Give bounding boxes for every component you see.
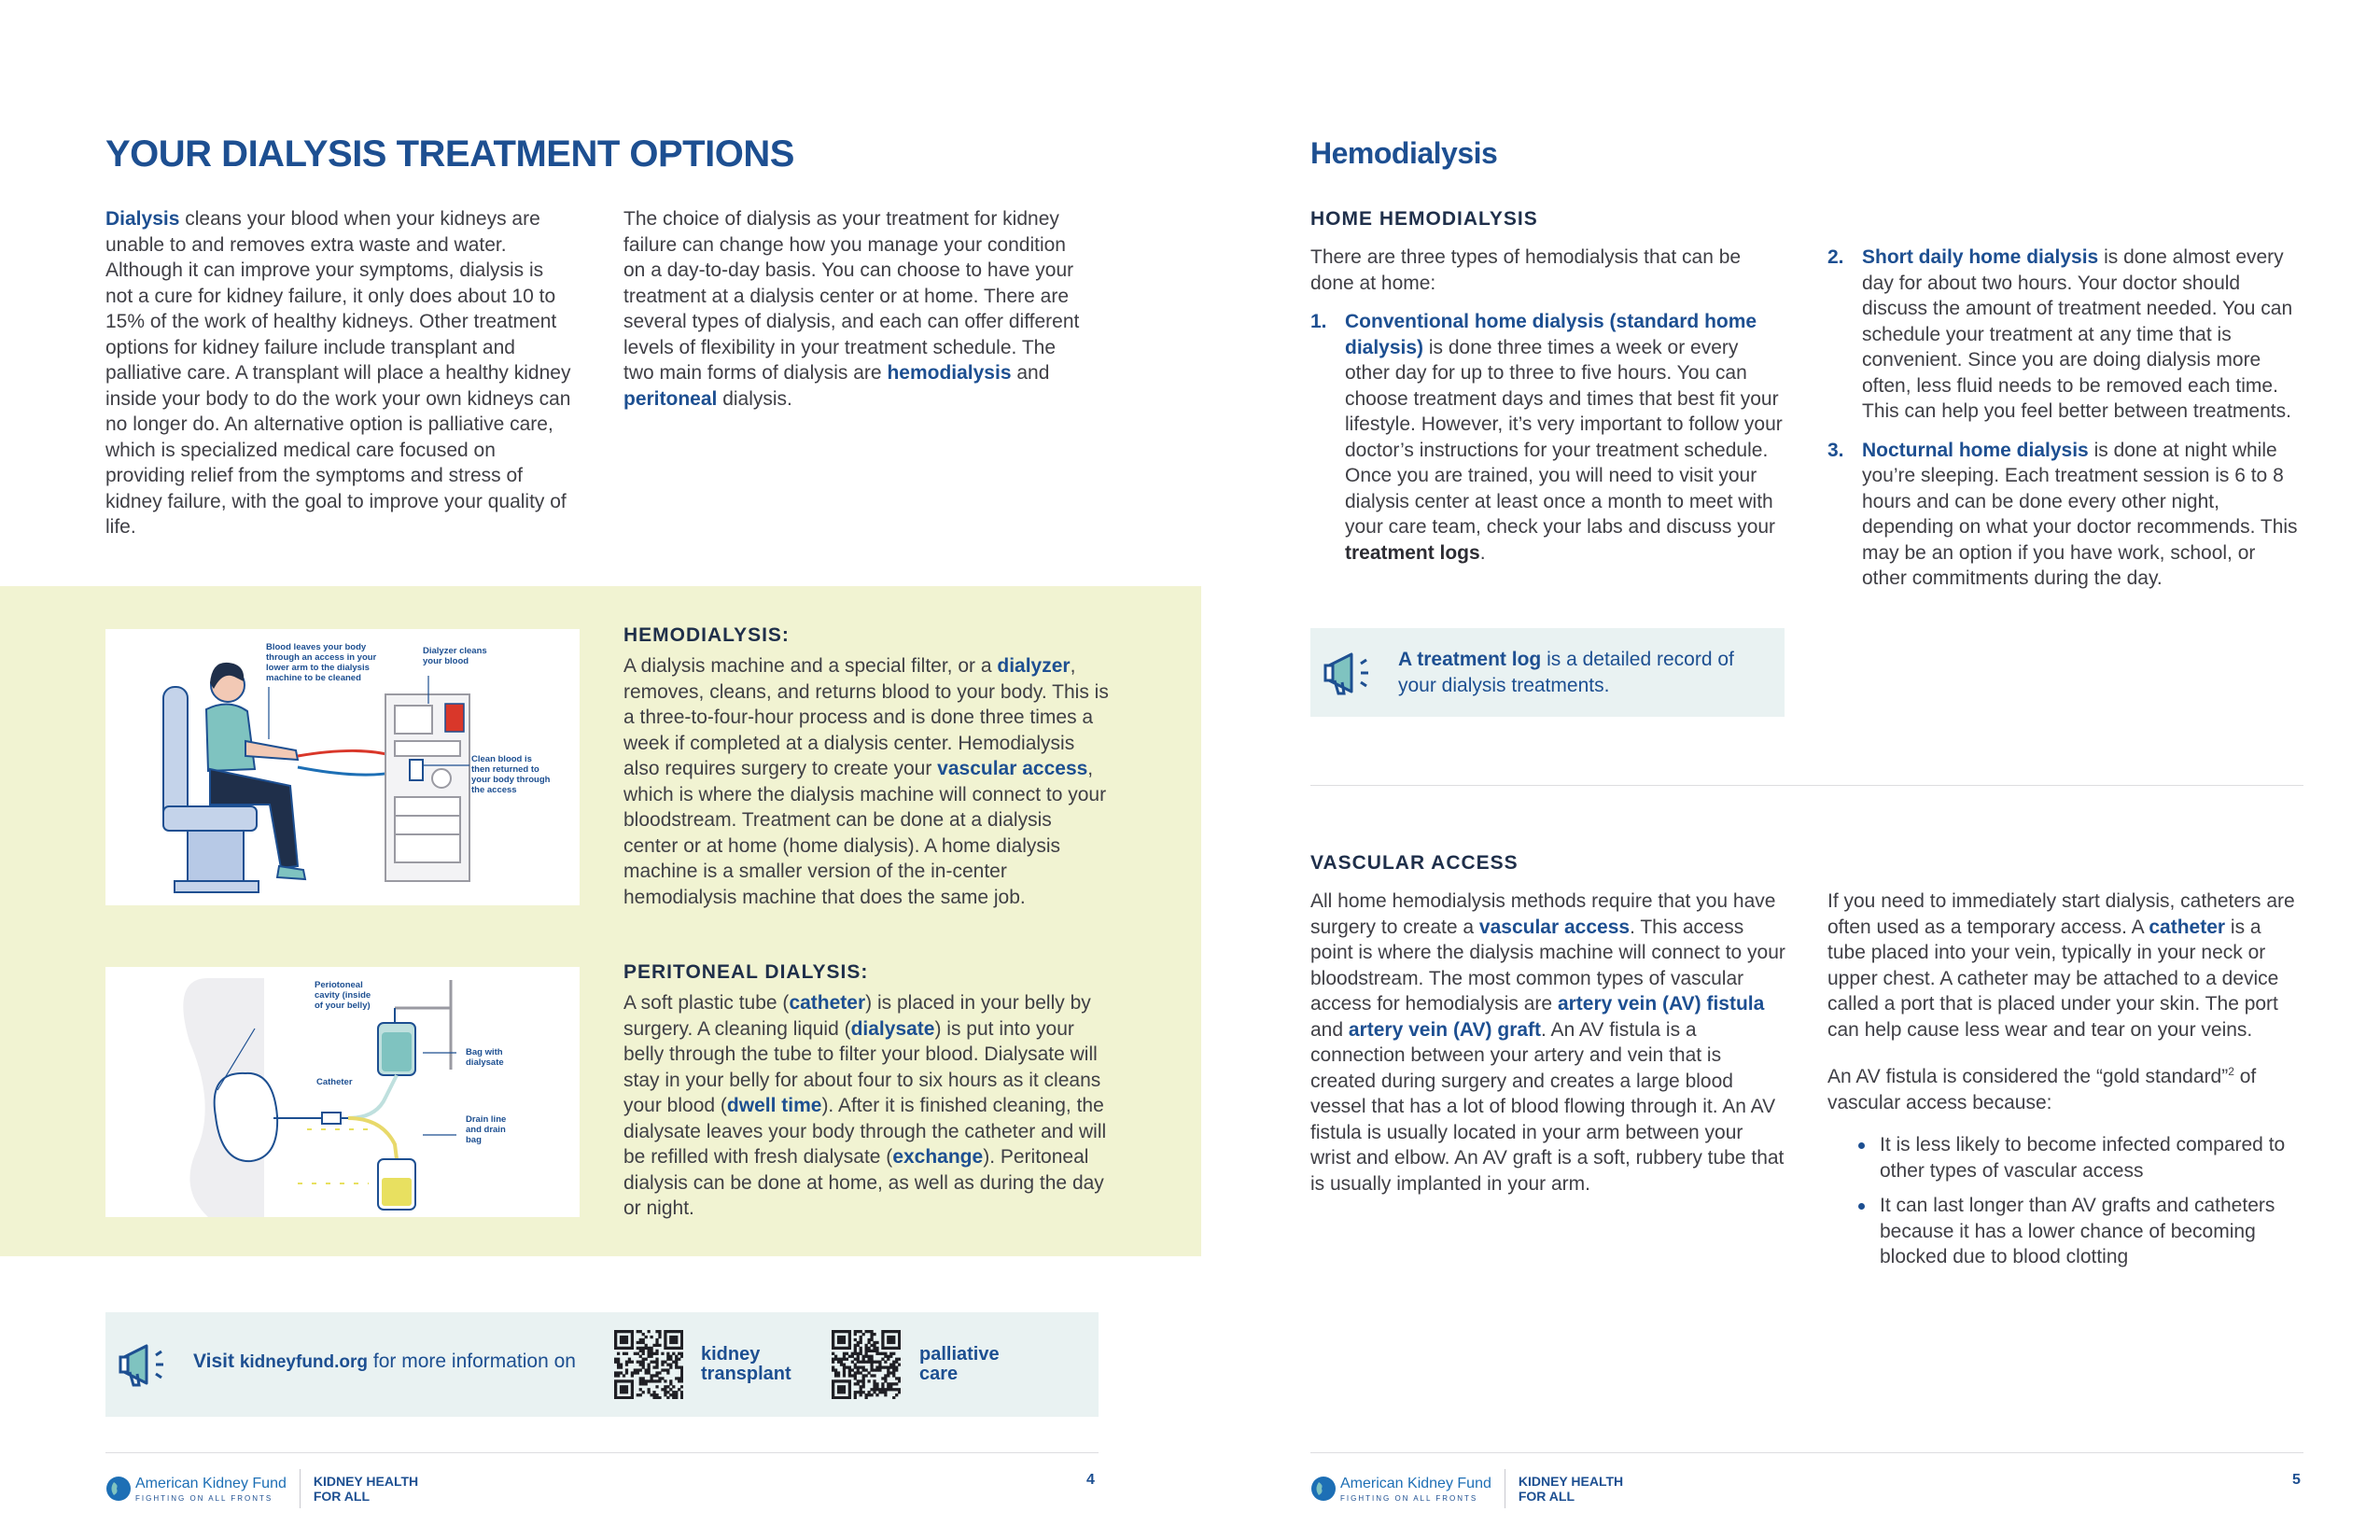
illus-label-cavity-3: of your belly) bbox=[315, 1001, 371, 1011]
treatment-log-callout bbox=[1310, 628, 1785, 717]
illus-label-clean-blood-2: then returned to bbox=[471, 764, 539, 775]
kidneyfund-link[interactable]: kidneyfund.org bbox=[239, 1352, 369, 1372]
peritoneal-diagram-graphic bbox=[105, 967, 580, 1217]
illus-label-clean-blood: Clean blood is bbox=[471, 754, 532, 764]
vascular-access-term: vascular access bbox=[1478, 916, 1631, 938]
illus-label-clean-blood-4: the access bbox=[471, 785, 517, 795]
nocturnal-term: Nocturnal home dialysis bbox=[1862, 439, 2089, 461]
treatment-log-term: A treatment log bbox=[1398, 649, 1542, 670]
campaign-line1: KIDNEY HEALTH bbox=[1518, 1474, 1624, 1489]
illus-label-bag-2: dialysate bbox=[466, 1057, 504, 1068]
page-title: YOUR DIALYSIS TREATMENT OPTIONS bbox=[105, 133, 794, 175]
peritoneal-heading: PERITONEAL DIALYSIS: bbox=[623, 961, 869, 983]
vascular-access-column1 bbox=[1310, 889, 1786, 1197]
kidney-health-for-all-logo bbox=[1519, 1474, 1623, 1504]
page-number-left: 4 bbox=[1086, 1472, 1095, 1488]
treatment-log-definition bbox=[1398, 647, 1762, 698]
vasc-text-2: . This access point is where the dialysis machine will connect to your bloodstream. The most common types of vascular access for hemodialysis are bbox=[1310, 916, 1785, 1015]
illus-label-bag: Bag with bbox=[466, 1047, 503, 1057]
hemo-text-1: A dialysis machine and a special filter, or a bbox=[623, 655, 998, 677]
campaign-line2: FOR ALL bbox=[313, 1489, 370, 1504]
vasc-text-1: All home hemodialysis methods require that you have surgery to create a bbox=[1310, 890, 1776, 938]
intro-text: cleans your blood when your kidneys are unable to and removes extra waste and water. Although it can improve your symptoms, dialysis is not a cure for kidney failure, it only does about 10 to 15% of the work of healthy kidneys. Other treatment options for kidney failure include transplant and palliative care. A transplant will place a healthy kidney inside your body to do the work your own kidneys can no longer do. An alternative option is palliative care, which is specialized medical care focused on providing relief from the symptoms and stress of kidney failure, with the goal to improve your quality of life. bbox=[105, 208, 571, 538]
qr1-label-line1: kidney bbox=[701, 1344, 761, 1365]
conventional-term: Conventional home dialysis (standard home dialysis) bbox=[1345, 311, 1757, 358]
kidney-health-for-all-logo bbox=[314, 1474, 418, 1504]
campaign-line1: KIDNEY HEALTH bbox=[313, 1474, 419, 1489]
illus-label-dialyzer-2: your blood bbox=[423, 656, 469, 666]
qr2-label-line2: care bbox=[919, 1364, 959, 1384]
hemodialysis-page-title: Hemodialysis bbox=[1310, 136, 1498, 170]
visit-text bbox=[193, 1351, 576, 1373]
vascular-access-term: vascular access bbox=[937, 758, 1088, 779]
av-graft-term: artery vein (AV) graft bbox=[1348, 1018, 1542, 1041]
akf-logo-icon bbox=[105, 1476, 132, 1502]
illus-label-cavity: Periotoneal bbox=[315, 980, 363, 990]
akf-org-name: American Kidney Fund bbox=[1340, 1475, 1491, 1491]
peritoneal-link: peritoneal bbox=[623, 387, 718, 410]
home-dialysis-list-part2 bbox=[1827, 245, 2303, 592]
footer-right bbox=[1310, 1469, 1623, 1508]
hemodialysis-illustration bbox=[105, 629, 580, 905]
gold-text-1: An AV fistula is considered the “gold standard” bbox=[1827, 1066, 2229, 1087]
peri-text-1: A soft plastic tube ( bbox=[623, 992, 790, 1014]
qr2-label-line1: palliative bbox=[919, 1344, 1000, 1365]
illus-label-cavity-2: cavity (inside bbox=[315, 990, 371, 1001]
treatment-log-text: is a detailed record of your dialysis treatments. bbox=[1398, 649, 1734, 696]
akf-org-name: American Kidney Fund bbox=[135, 1475, 287, 1491]
choice-text-and: and bbox=[1011, 362, 1050, 384]
hemodialysis-link: hemodialysis bbox=[887, 362, 1012, 384]
peritoneal-text bbox=[623, 990, 1109, 1222]
home-dialysis-list-part1 bbox=[1310, 309, 1786, 566]
dialysate-term: dialysate bbox=[850, 1017, 935, 1040]
illus-label-drain: Drain line bbox=[466, 1114, 507, 1125]
akf-tagline: FIGHTING ON ALL FRONTS bbox=[1340, 1493, 1478, 1503]
visit-label: Visit bbox=[193, 1351, 240, 1372]
illus-label-catheter: Catheter bbox=[316, 1077, 353, 1087]
illus-label-clean-blood-3: your body through bbox=[471, 775, 551, 785]
list-text: is done three times a week or every other day for up to three to five hours. You can choose treatment days and times that best fit your lifestyle. However, it’s very important to follow your doctor’s instructions for your treatment schedule. Once you are trained, you will need to visit your dialysis center at least once a month to meet with your care team, check your labs and discuss your bbox=[1345, 336, 1783, 538]
peritoneal-illustration bbox=[105, 967, 580, 1217]
cath-text-2: is a tube placed into your vein, typically in your neck or upper chest. A catheter may be attached to a device called a port that is placed under your skin. The port can help cause less wear and tear on your veins. bbox=[1827, 916, 2279, 1041]
dwell-time-term: dwell time bbox=[726, 1095, 822, 1116]
list-text: is done almost every day for about two hours. Your doctor should discuss the amount of treatment needed. You can schedule your treatment at any time that is convenient. Since you are doing dialysis more often, less fluid needs to be removed each time. This can help you feel better between treatments. bbox=[1862, 246, 2293, 422]
illus-label-blood-leaves-2: through an access in your bbox=[266, 652, 377, 663]
choice-text: The choice of dialysis as your treatment for kidney failure can change how you manage your condition on a day-to-day basis. You can choose to have your treatment at a dialysis center or at home. There are several types of dialysis, and each can offer different levels of flexibility in your treatment schedule. The two main forms of dialysis are bbox=[623, 208, 1080, 384]
vasc-text-3: and bbox=[1310, 1018, 1349, 1041]
home-intro: There are three types of hemodialysis that can be done at home: bbox=[1310, 246, 1742, 294]
fistula-benefits-list bbox=[1827, 1132, 2303, 1270]
list-text: is done at night while you’re sleeping. Each treatment session is 6 to 8 hours and can be done every other night, depending on what your doctor recommends. This may be an option if you have work, school, or other commitments during the day. bbox=[1862, 439, 2298, 589]
exchange-term: exchange bbox=[892, 1146, 984, 1168]
gold-text-2: of vascular access because: bbox=[1827, 1066, 2257, 1113]
gold-standard-paragraph bbox=[1827, 1059, 2303, 1115]
qr1-label-line2: transplant bbox=[701, 1364, 791, 1384]
qr-code-palliative-care[interactable] bbox=[832, 1330, 901, 1399]
list-item bbox=[1310, 309, 1786, 566]
vascular-access-heading: VASCULAR ACCESS bbox=[1310, 852, 1519, 874]
list-item bbox=[1827, 245, 2303, 425]
list-number: 2. bbox=[1827, 246, 1844, 268]
akf-logo-icon bbox=[1310, 1476, 1337, 1502]
home-hemodialysis-heading: HOME HEMODIALYSIS bbox=[1310, 208, 1538, 230]
footnote-ref: 2 bbox=[2228, 1065, 2234, 1078]
visit-callout bbox=[105, 1312, 1099, 1417]
short-daily-term: Short daily home dialysis bbox=[1862, 246, 2099, 268]
hemo-text-3: , which is where the dialysis machine will connect to your bloodstream. Treatment can be done at a dialysis center or at home (home dialysis). A home dialysis machine is a smaller version of the in-center hemodialysis machine that does the same job. bbox=[623, 758, 1107, 908]
av-fistula-term: artery vein (AV) fistula bbox=[1557, 993, 1765, 1015]
campaign-line2: FOR ALL bbox=[1518, 1489, 1575, 1504]
catheter-term: catheter bbox=[2149, 916, 2226, 938]
dialyzer-term: dialyzer bbox=[997, 655, 1071, 677]
peri-text-3: ) is put into your belly through the tube to filter your blood. Dialysate will stay in your belly for about four to six hours as it cleans your blood ( bbox=[623, 1017, 1101, 1116]
footer-left bbox=[105, 1469, 418, 1508]
section-divider bbox=[1310, 785, 2303, 786]
cath-text-1: If you need to immediately start dialysis, catheters are often used as a temporary access. A bbox=[1827, 890, 2295, 938]
dialysis-choice-paragraph bbox=[623, 206, 1090, 412]
home-hemodialysis-column2 bbox=[1827, 245, 2303, 605]
vascular-access-column2 bbox=[1827, 889, 2303, 1280]
list-number: 1. bbox=[1310, 311, 1327, 332]
hemodialysis-heading: HEMODIALYSIS: bbox=[623, 624, 790, 646]
hemodialysis-text bbox=[623, 653, 1109, 910]
hemodialysis-diagram-graphic bbox=[105, 629, 580, 905]
akf-tagline: FIGHTING ON ALL FRONTS bbox=[135, 1493, 273, 1503]
footer-divider bbox=[1310, 1452, 2303, 1453]
hemodialysis-section bbox=[623, 624, 1109, 910]
home-hemodialysis-column1 bbox=[1310, 245, 1786, 579]
catheter-term: catheter bbox=[789, 992, 866, 1014]
list-item: It can last longer than AV grafts and catheters because it has a lower chance of becoming blocked due to blood clotting bbox=[1827, 1193, 2303, 1270]
catheter-paragraph bbox=[1827, 889, 2303, 1043]
treatment-logs-term: treatment logs bbox=[1345, 541, 1480, 564]
illus-label-blood-leaves: Blood leaves your body bbox=[266, 642, 367, 652]
illus-label-drain-3: bag bbox=[466, 1135, 482, 1145]
intro-paragraph bbox=[105, 206, 572, 540]
visit-more-text: for more information on bbox=[368, 1351, 576, 1372]
footer-divider bbox=[105, 1452, 1099, 1453]
list-item bbox=[1827, 438, 2303, 592]
qr-code-kidney-transplant[interactable] bbox=[614, 1330, 683, 1399]
megaphone-icon bbox=[119, 1338, 176, 1391]
peritoneal-section bbox=[623, 961, 1109, 1222]
list-text-end: . bbox=[1479, 541, 1486, 564]
illus-label-drain-2: and drain bbox=[466, 1125, 506, 1135]
illus-label-dialyzer: Dialyzer cleans bbox=[423, 646, 487, 656]
hemo-text-2: , removes, cleans, and returns blood to your body. This is a three-to-four-hour process and is done three times a week if completed at a dialysis center. Hemodialysis also requires surgery to create your bbox=[623, 655, 1109, 779]
peri-text-5: ). Peritoneal dialysis can be done at home, as well as during the day or night. bbox=[623, 1146, 1104, 1219]
peri-text-2: ) is placed in your belly by surgery. A cleaning liquid ( bbox=[623, 992, 1091, 1040]
illus-label-blood-leaves-4: machine to be cleaned bbox=[266, 673, 361, 683]
choice-text-end: dialysis. bbox=[717, 387, 792, 410]
list-number: 3. bbox=[1827, 439, 1844, 461]
illus-label-blood-leaves-3: lower arm to the dialysis bbox=[266, 663, 370, 673]
vasc-text-4: . An AV fistula is a connection between your artery and vein that is created during surgery and creates a large blood vessel that has a lot of blood flowing through it. An AV fistula is usually located in your arm between your wrist and elbow. An AV graft is a soft, rubbery tube that is usually implanted in your arm. bbox=[1310, 1018, 1785, 1195]
peri-text-4: ). After it is finished cleaning, the dialysate leaves your body through the catheter and will be refilled with fresh dialysate ( bbox=[623, 1095, 1107, 1168]
megaphone-icon bbox=[1323, 647, 1381, 699]
footer-logo-divider bbox=[300, 1469, 301, 1508]
qr-label-kidney-transplant[interactable] bbox=[701, 1345, 791, 1384]
list-item: It is less likely to become infected compared to other types of vascular access bbox=[1827, 1132, 2303, 1183]
qr-label-palliative-care[interactable] bbox=[919, 1345, 1000, 1384]
dialysis-term: Dialysis bbox=[105, 208, 180, 230]
page-number-right: 5 bbox=[2292, 1472, 2301, 1488]
